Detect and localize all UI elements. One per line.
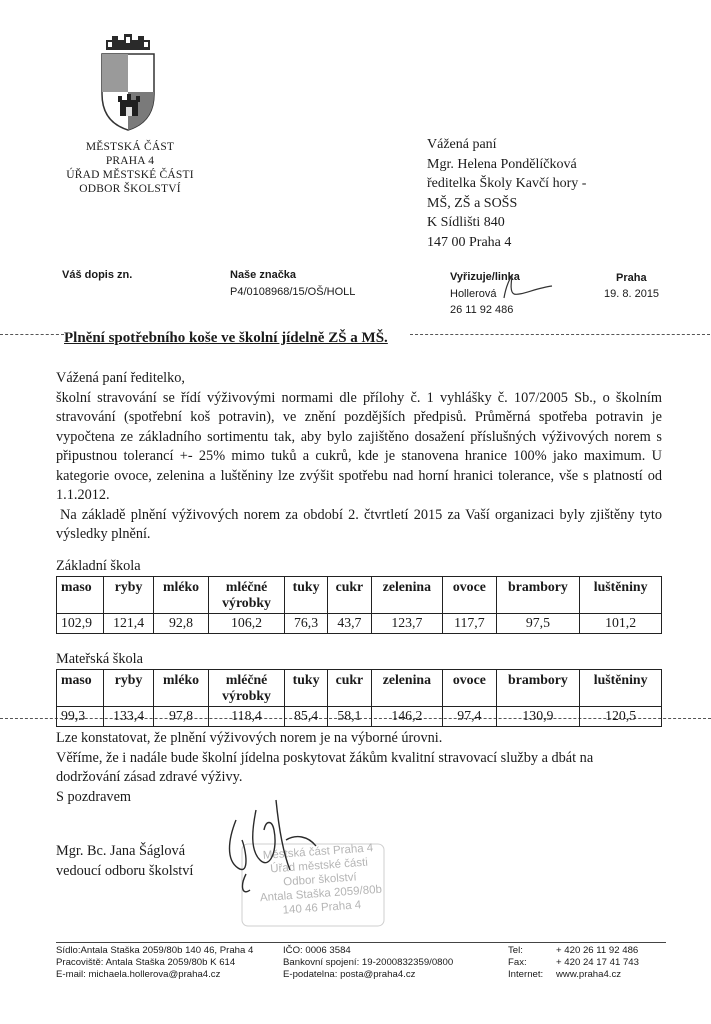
table-header-cell: mléčné výrobky [209, 577, 285, 614]
table-header-cell: mléko [153, 670, 208, 707]
table-header-cell: ovoce [443, 670, 496, 707]
table-header-cell: tuky [284, 577, 327, 614]
table-header-cell: tuky [284, 670, 327, 707]
footer-fax: + 420 24 17 41 743 [556, 957, 639, 968]
table-header-cell: luštěniny [580, 577, 662, 614]
table-value-cell: 133,4 [104, 707, 153, 727]
salutation: Vážená paní ředitelko, [56, 370, 186, 386]
closing-line: S pozdravem [56, 788, 132, 805]
sender-block [40, 140, 220, 196]
table-title-materska: Mateřská škola [56, 651, 143, 667]
handled-by-phone: 26 11 92 486 [450, 304, 514, 316]
footer-ico: IČO: 0006 3584 [283, 945, 351, 956]
table-header-cell: luštěniny [580, 670, 662, 707]
fold-mark [410, 334, 710, 335]
footer-bank: Bankovní spojení: 19-2000832359/0800 [283, 957, 454, 968]
recipient-address [427, 135, 586, 252]
body-paragraph: školní stravování se řídí výživovými normami dle přílohy č. 1 vyhlášky č. 107/2005 Sb., o školním stravování (spotřební koš potravin), ve znění pozdějších předpisů. Průměrná spotřeba potravin je vypočtena ze základního sortimentu tak, aby bylo zajištěno dosažení příslušných výživových norem s připustnou tolerancí +- 25% mimo tuků a cukrů, kde je stanovena hranice 100% jako maximum. U kategorie ovoce, zelenina a luštěniny lze zvýšit spotřebu nad horní hranici tolerance, vše s platností od 1.1.2012. [56, 389, 662, 503]
our-reference-label: Naše značka [230, 269, 297, 281]
closing-text [56, 729, 666, 807]
recipient-line: 147 00 Praha 4 [427, 234, 512, 250]
table-value-cell: 146,2 [371, 707, 443, 727]
table-value-cell: 97,8 [153, 707, 208, 727]
closing-line: Lze konstatovat, že plnění výživových norem je na výborné úrovni. [56, 730, 443, 746]
table-header-cell: maso [57, 670, 104, 707]
table-header-cell: zelenina [371, 577, 443, 614]
table-value-cell: 85,4 [284, 707, 327, 727]
footer-divider [56, 942, 666, 943]
table-value-cell: 92,8 [153, 614, 208, 634]
table-value-cell: 117,7 [443, 614, 496, 634]
footer-epodatelna: E-podatelna: posta@praha4.cz [283, 969, 416, 980]
footer-seat: Sídlo:Antala Staška 2059/80b 140 46, Praha 4 [56, 945, 254, 956]
table-value-cell: 43,7 [328, 614, 371, 634]
stamp-line: Odbor školství [282, 871, 358, 889]
handwritten-paraph [496, 272, 556, 302]
your-letter-label: Váš dopis zn. [62, 269, 133, 281]
table-header-cell: maso [57, 577, 104, 614]
fold-mark [0, 334, 64, 335]
handled-by-label: Vyřizuje/linka [450, 271, 520, 283]
stamp-line: Městská část Praha 4 [262, 842, 374, 862]
table-value-cell: 102,9 [57, 614, 104, 634]
table-header-cell: brambory [496, 577, 580, 614]
table-header-cell: mléčné výrobky [209, 670, 285, 707]
table-value-cell: 97,5 [496, 614, 580, 634]
table-header-cell: cukr [328, 670, 371, 707]
table-materska-skola [56, 669, 662, 727]
table-value-cell: 106,2 [209, 614, 285, 634]
signatory-block [56, 842, 193, 881]
sender-line: ÚŘAD MĚSTSKÉ ČÁSTI [66, 169, 194, 181]
table-value-cell: 101,2 [580, 614, 662, 634]
letter-date: 19. 8. 2015 [604, 288, 660, 300]
body-paragraph: Na základě plnění výživových norem za období 2. čtvrtletí 2015 za Vaší organizaci byly zjištěny tyto výsledky plnění. [56, 506, 662, 542]
table-header-cell: cukr [328, 577, 371, 614]
stamp-line: Antala Staška 2059/80b [259, 883, 383, 905]
recipient-line: Mgr. Helena Pondělíčková [427, 156, 577, 172]
table-value-cell: 120,5 [580, 707, 662, 727]
place-label: Praha [616, 272, 647, 284]
footer-web: www.praha4.cz [556, 969, 622, 980]
table-header-cell: zelenina [371, 670, 443, 707]
table-value-cell: 99,3 [57, 707, 104, 727]
handwritten-signature [216, 790, 326, 900]
table-title-zakladni: Základní škola [56, 558, 141, 574]
recipient-line: ředitelka Školy Kavčí hory - [427, 176, 587, 191]
table-value-cell: 123,7 [371, 614, 443, 634]
table-header-cell: brambory [496, 670, 580, 707]
recipient-line: Vážená paní [427, 137, 497, 152]
our-reference-value: P4/0108968/15/OŠ/HOLL [230, 286, 356, 298]
table-header-cell: mléko [153, 577, 208, 614]
footer-tel: + 420 26 11 92 486 [556, 945, 639, 956]
closing-line: dodržování zásad zdravé výživy. [56, 769, 243, 785]
sender-line: PRAHA 4 [105, 155, 155, 167]
table-value-cell: 97,4 [443, 707, 496, 727]
letter-body [56, 369, 662, 545]
sender-line: ODBOR ŠKOLSTVÍ [79, 183, 181, 195]
recipient-line: K Sídlišti 840 [427, 215, 505, 230]
sender-line: MĚSTSKÁ ČÁST [85, 141, 175, 153]
table-value-cell: 58,1 [328, 707, 371, 727]
table-value-cell: 118,4 [209, 707, 285, 727]
closing-line: Věříme, že i nadále bude školní jídelna poskytovat žákům kvalitní stravovací služby a dbát na [56, 749, 594, 766]
footer-email: E-mail: michaela.hollerova@praha4.cz [56, 969, 221, 980]
signatory-name: Mgr. Bc. Jana Šáglová [56, 843, 186, 859]
table-zakladni-skola [56, 576, 662, 634]
footer-web-label: Internet: [508, 969, 544, 980]
stamp-line: Úřad městské části [269, 856, 369, 876]
footer-workplace: Pracoviště: Antala Staška 2059/80b K 614 [56, 957, 236, 968]
table-header-cell: ryby [104, 670, 153, 707]
table-value-cell: 130,9 [496, 707, 580, 727]
signatory-title: vedoucí odboru školství [56, 862, 194, 879]
recipient-line: MŠ, ZŠ a SOŠS [427, 195, 518, 211]
letter-subject: Plnění spotřebního koše ve školní jídelně ZŠ a MŠ. [64, 330, 388, 346]
praha4-crest-logo [96, 32, 160, 132]
footer-fax-label: Fax: [508, 957, 527, 968]
table-header-cell: ryby [104, 577, 153, 614]
stamp-line: 140 46 Praha 4 [282, 899, 362, 917]
table-value-cell: 76,3 [284, 614, 327, 634]
handled-by-name: Hollerová [450, 288, 497, 300]
table-value-cell: 121,4 [104, 614, 153, 634]
footer-tel-label: Tel: [508, 945, 523, 956]
table-header-cell: ovoce [443, 577, 496, 614]
